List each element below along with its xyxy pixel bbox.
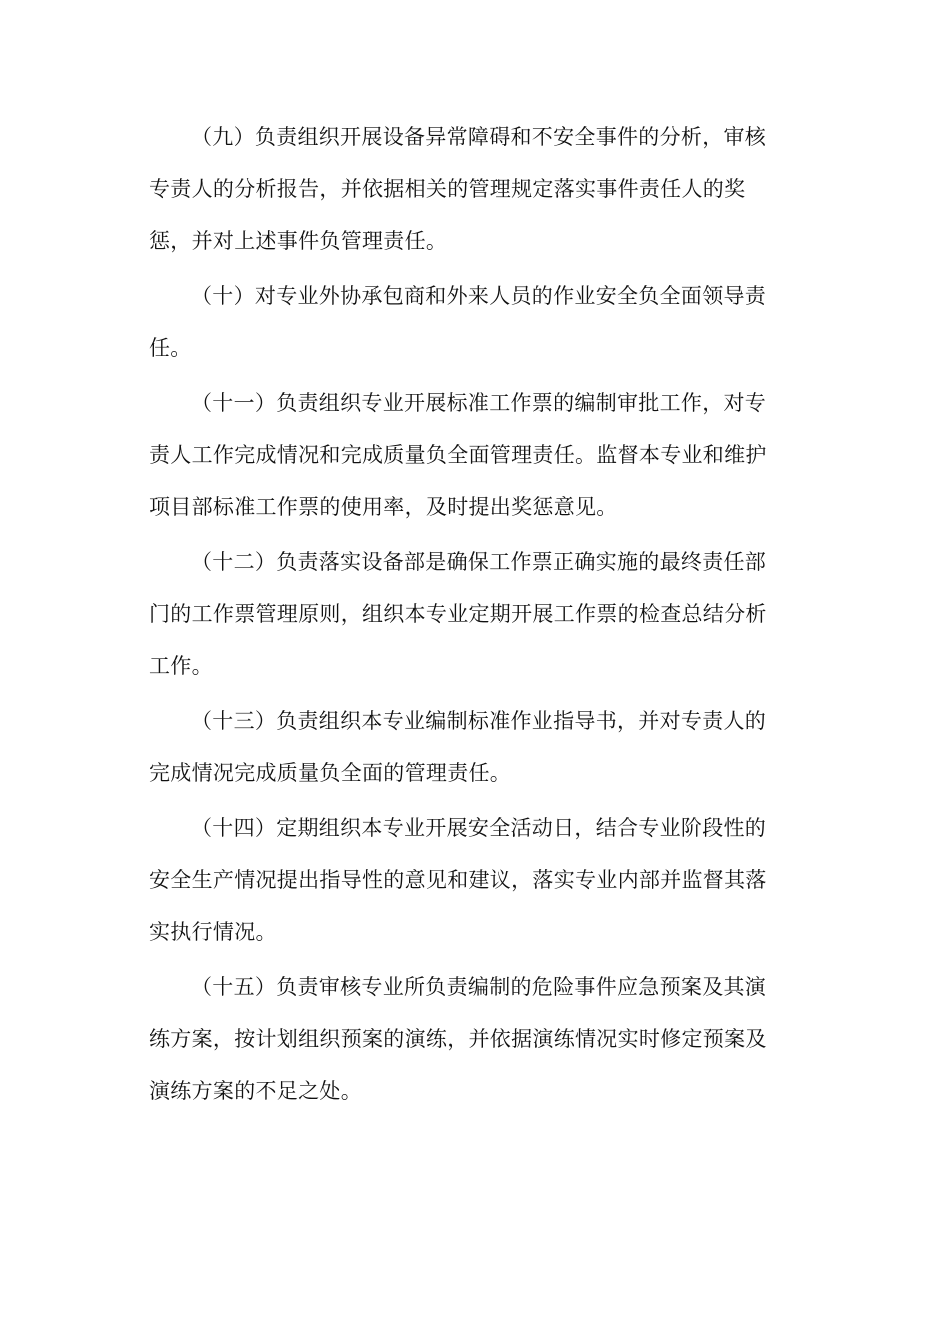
paragraph-10 [149,270,799,374]
paragraph-line: （十二）负责落实设备部是确保工作票正确实施的最终责任部 [191,550,767,574]
paragraph-line: 专责人的分析报告，并依据相关的管理规定落实事件责任人的奖 [149,177,746,201]
paragraph-line: 完成情况完成质量负全面的管理责任。 [149,761,512,785]
paragraph-line: （十五）负责审核专业所负责编制的危险事件应急预案及其演 [191,975,767,999]
paragraph-12 [149,536,799,692]
paragraph-line: 门的工作票管理原则，组织本专业定期开展工作票的检查总结分析 [149,602,767,626]
paragraph-line: （十一）负责组织专业开展标准工作票的编制审批工作，对专 [191,391,767,415]
paragraph-line: 演练方案的不足之处。 [149,1079,362,1103]
document-body [149,111,799,1120]
paragraph-14 [149,802,799,958]
paragraph-line: 项目部标准工作票的使用率，及时提出奖惩意见。 [149,495,618,519]
paragraph-line: （十四）定期组织本专业开展安全活动日，结合专业阶段性的 [191,816,767,840]
paragraph-line: 任。 [149,336,192,360]
paragraph-line: （十三）负责组织本专业编制标准作业指导书，并对专责人的 [191,709,767,733]
paragraph-line: 工作。 [149,654,213,678]
paragraph-line: 安全生产情况提出指导性的意见和建议，落实专业内部并监督其落 [149,868,767,892]
paragraph-line: （十）对专业外协承包商和外来人员的作业安全负全面领导责 [191,284,767,308]
paragraph-line: 责人工作完成情况和完成质量负全面管理责任。监督本专业和维护 [149,443,767,467]
paragraph-line: （九）负责组织开展设备异常障碍和不安全事件的分析，审核 [191,125,767,149]
paragraph-line: 实执行情况。 [149,920,277,944]
paragraph-11 [149,377,799,533]
paragraph-13 [149,695,799,799]
paragraph-15 [149,961,799,1117]
paragraph-line: 惩，并对上述事件负管理责任。 [149,229,448,253]
paragraph-line: 练方案，按计划组织预案的演练，并依据演练情况实时修定预案及 [149,1027,767,1051]
paragraph-9 [149,111,799,267]
